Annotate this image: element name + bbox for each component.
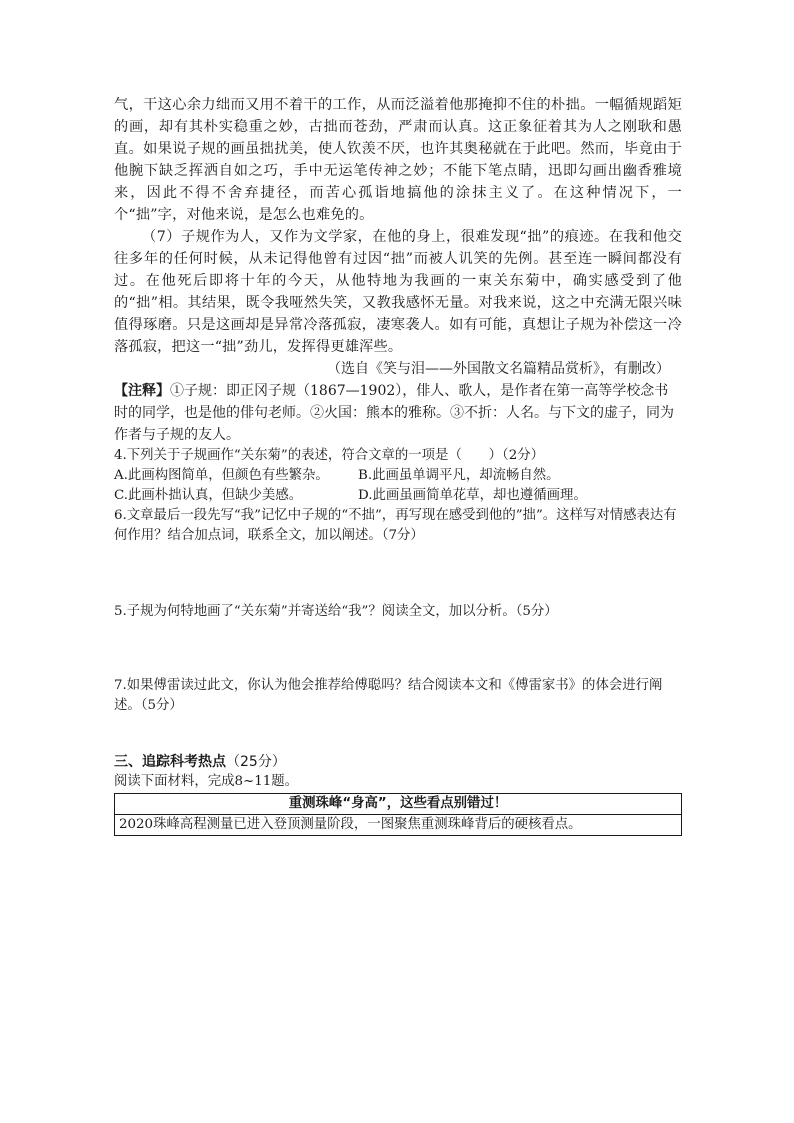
- question-4-options-row-1: [114, 466, 682, 486]
- question-7: 7.如果傅雷读过此文，你认为他会推荐给傅聪吗？结合阅读本文和《傅雷家书》的体会进行阐述。（5分）: [114, 678, 663, 713]
- answer-space-5: [114, 622, 682, 676]
- material-table: [114, 793, 682, 836]
- passage-paragraph-7: （7）子规作为人，又作为文学家，在他的身上，很难发现“拙”的痕迹。在我和他交往多年的任何时候，从未记得他曾有过因“拙”而被人讥笑的先例。甚至连一瞬间都没有过。在他死后即将十年的今天，从他特地为我画的一束关东菊中，确实感受到了他的“拙”相。其结果，既令我哑然失笑，又教我感怀无量。对我来说，这之中充满无限兴味值得琢磨。只是这画却是异常冷落孤寂，凄寒袭人。如有可能，真想让子规为补偿这一冷落孤寂，把这一“拙”劲儿，发挥得更雄浑些。: [114, 229, 682, 355]
- annotation: [114, 380, 682, 446]
- question-6: 6.文章最后一段先写“我”记忆中子规的“不拙”，再写现在感受到他的”拙”。这样写对情感表达有何作用？结合加点词，联系全文，加以阐述。（7分）: [114, 508, 677, 543]
- passage-source: （选自《笑与泪——外国散文名篇精品赏析》，有删改）: [327, 361, 670, 377]
- option-b: B.此画虽单调平凡，却流畅自然。: [358, 468, 560, 483]
- answer-space-7: [114, 716, 682, 752]
- question-4-options-row-2: [114, 486, 682, 506]
- material-table-row: 2020珠峰高程测量已进入登顶测量阶段，一图聚焦重测珠峰背后的硬核看点。: [119, 817, 582, 832]
- annotation-label: 【注释】: [114, 383, 170, 399]
- passage-paragraph-1: 气，干这心余力绌而又用不着干的工作，从而泛溢着他那掩抑不住的朴拙。一幅循规蹈矩的画，却有其朴实稳重之妙，古拙而苍劲，严肃而认真。这正象征着其为人之刚耿和愚直。如果说子规的画虽拙扰美，使人钦羡不厌，也许其奥秘就在于此吧。然而，毕竟由于他腕下缺乏挥洒自如之巧，手中无运笔传神之妙；不能下笔点睛，迅即勾画出幽香雅境来，因此不得不舍弃捷径，而苦心孤诣地搞他的涂抹主义了。在这种情况下，一个“拙”字，对他来说，是怎么也难免的。: [114, 97, 682, 223]
- document-page: [114, 94, 682, 836]
- question-5: 5.子规为何特地画了“关东菊”并寄送给“我”？阅读全文，加以分析。（5分）: [114, 604, 558, 619]
- option-a: A.此画构图简单，但颜色有些繁杂。: [114, 468, 329, 483]
- material-table-header: 重测珠峰“身高”，这些看点别错过！: [115, 794, 681, 815]
- section-3-title-text: 三、追踪科考热点: [114, 754, 226, 770]
- option-d: D.此画虽画简单花草，却也遵循画理。: [358, 488, 587, 503]
- option-c: C.此画朴拙认真，但缺少美感。: [114, 488, 303, 503]
- annotation-text: ①子规：即正冈子规（1867—1902），俳人、歌人，是作者在第一高等学校念书时的同学，也是他的俳句老师。②火国：熊本的雅称。③不折：人名。与下文的虚子，同为作者与子规的友人。: [114, 383, 674, 443]
- section-3-title: [114, 752, 682, 772]
- question-4: 4.下列关于子规画作“关东菊”的表述，符合文章的一项是（ ）（2分）: [114, 448, 545, 463]
- section-3-score: （25分）: [226, 754, 286, 770]
- answer-space-6: [114, 546, 682, 602]
- section-3-instruction: 阅读下面材料，完成8~11题。: [114, 774, 299, 789]
